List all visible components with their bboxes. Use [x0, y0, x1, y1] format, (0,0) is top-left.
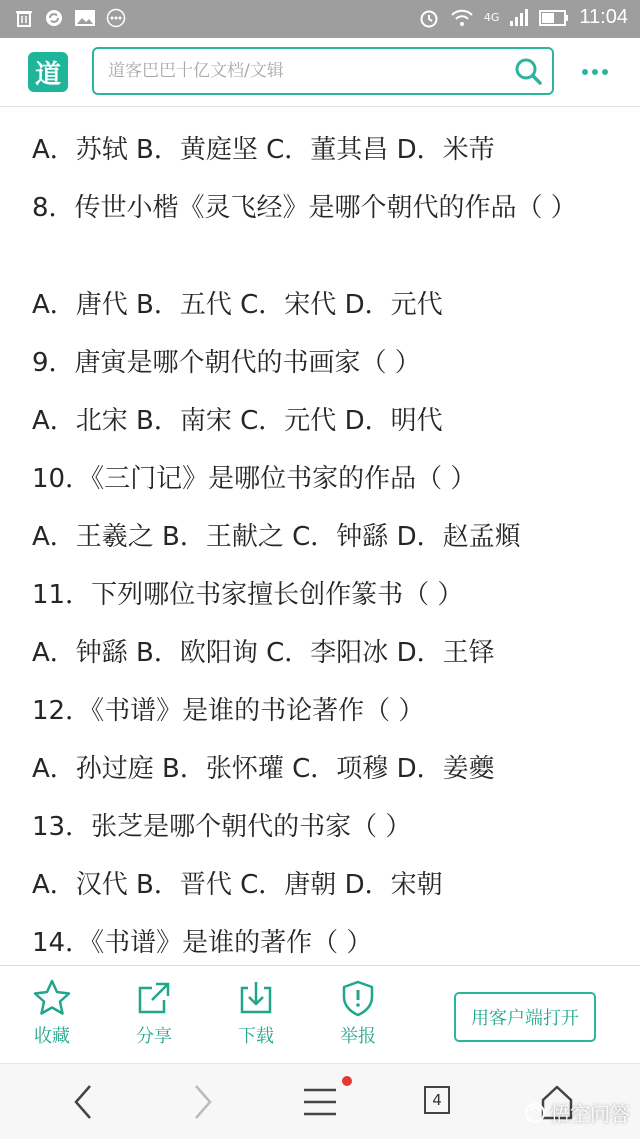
text-line: A．汉代 B．晋代 C．唐朝 D．宋朝 — [32, 870, 443, 900]
battery-icon — [539, 10, 569, 26]
download-label: 下载 — [238, 1026, 274, 1047]
share-button[interactable] — [114, 978, 194, 1048]
text-line: 12．《书谱》是谁的书论著作（ ） — [32, 696, 425, 726]
text-line: A．王羲之 B．王献之 C．钟繇 D．赵孟頫 — [32, 522, 521, 552]
shield-alert-icon — [338, 978, 378, 1018]
browser-nav-bar — [0, 1063, 640, 1139]
text-line: A．钟繇 B．欧阳询 C．李阳冰 D．王铎 — [32, 638, 495, 668]
sync-icon — [44, 8, 64, 28]
share-icon — [134, 978, 174, 1018]
star-icon — [32, 978, 72, 1018]
text-line: 10．《三门记》是哪位书家的作品（ ） — [32, 464, 477, 494]
status-bar — [0, 0, 640, 38]
text-line: A．孙过庭 B．张怀瓘 C．项穆 D．姜夔 — [32, 754, 495, 784]
forward-arrow-icon[interactable] — [188, 1082, 216, 1122]
more-dots-icon — [106, 8, 126, 28]
text-line: 14．《书谱》是谁的著作（ ） — [32, 928, 373, 958]
report-button[interactable] — [318, 978, 398, 1048]
status-notification-icons — [14, 8, 126, 28]
search-icon[interactable] — [512, 55, 544, 87]
more-menu-icon[interactable] — [580, 62, 610, 82]
download-button[interactable] — [216, 978, 296, 1048]
back-arrow-icon[interactable] — [70, 1082, 98, 1122]
search-input[interactable] — [108, 49, 498, 93]
trash-icon — [14, 8, 34, 28]
document-content — [0, 107, 640, 965]
image-icon — [74, 8, 96, 28]
text-line: 8．传世小楷《灵飞经》是哪个朝代的作品（ ） — [32, 193, 577, 223]
status-system-icons — [418, 6, 628, 29]
text-line: A．北宋 B．南宋 C．元代 D．明代 — [32, 406, 443, 436]
notification-dot — [342, 1076, 352, 1086]
watermark — [524, 1098, 630, 1127]
search-box[interactable] — [92, 47, 554, 95]
app-header — [0, 38, 640, 107]
share-label: 分享 — [136, 1026, 172, 1047]
favorite-button[interactable] — [12, 978, 92, 1048]
favorite-label: 收藏 — [34, 1026, 70, 1047]
download-icon — [236, 978, 276, 1018]
watermark-text: 悟空问答 — [550, 1102, 630, 1126]
wifi-icon — [450, 8, 474, 28]
alarm-icon — [418, 7, 440, 29]
clock: 11:04 — [579, 6, 628, 28]
text-line: 9．唐寅是哪个朝代的书画家（ ） — [32, 348, 421, 378]
report-label: 举报 — [340, 1026, 376, 1047]
text-line: 11．下列哪位书家擅长创作篆书（ ） — [32, 580, 464, 610]
text-line: A．苏轼 B．黄庭坚 C．董其昌 D．米芾 — [32, 135, 495, 165]
logo[interactable]: 道 — [28, 52, 68, 92]
text-line: A．唐代 B．五代 C．宋代 D．元代 — [32, 290, 443, 320]
document-action-bar — [0, 965, 640, 1063]
network-type-label: 4G — [483, 11, 500, 24]
signal-icon — [509, 9, 529, 27]
tabs-button[interactable]: 4 — [424, 1086, 450, 1114]
open-in-app-button[interactable]: 用客户端打开 — [454, 992, 596, 1042]
watermark-logo-icon — [524, 1102, 546, 1124]
menu-icon[interactable] — [302, 1082, 338, 1122]
text-line: 13．张芝是哪个朝代的书家（ ） — [32, 812, 412, 842]
